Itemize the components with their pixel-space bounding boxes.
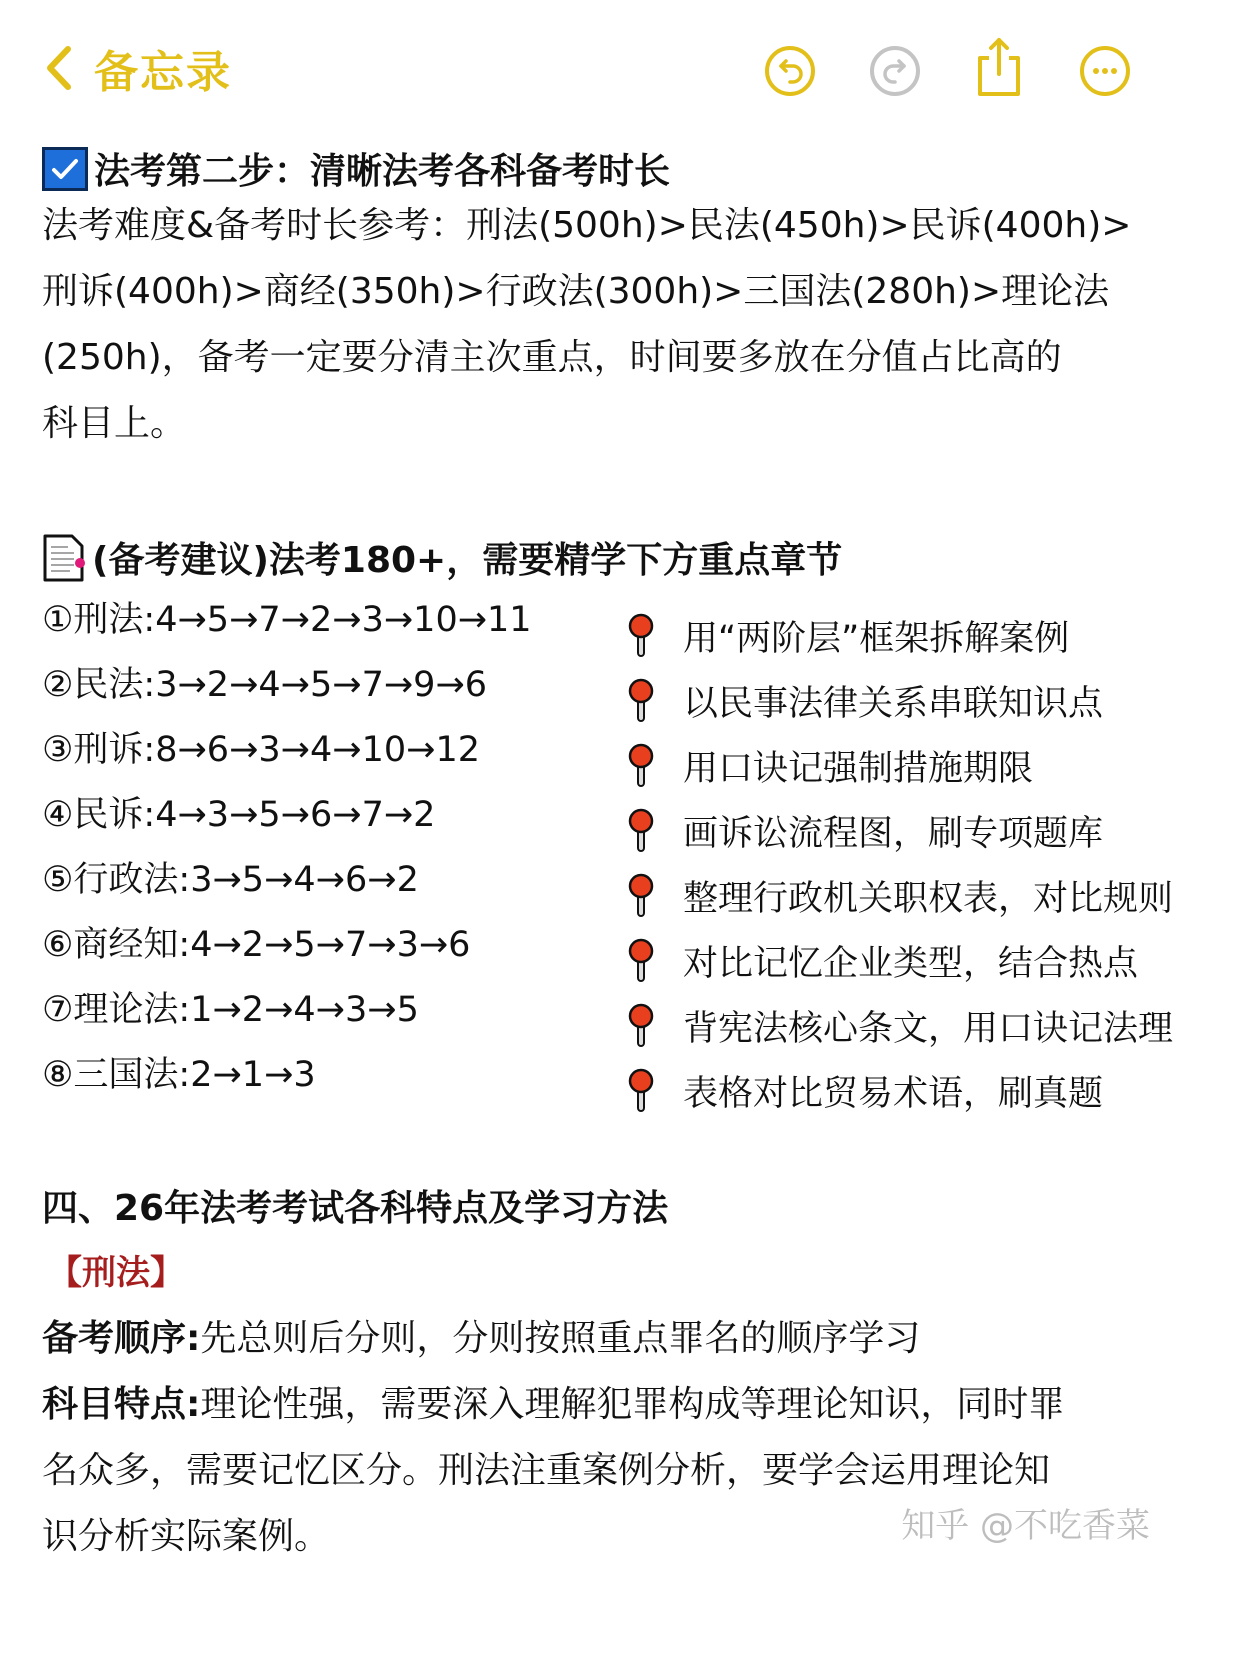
section-heading-subject-features: 四、26年法考考试各科特点及学习方法 xyxy=(42,1188,669,1229)
pushpin-icon xyxy=(627,678,655,724)
chapter-sequence-list xyxy=(42,595,532,1115)
pushpin-icon xyxy=(627,873,655,919)
sequence-item: ①刑法:4→5→7→2→3→10→11 xyxy=(42,600,532,640)
pushpin-icon xyxy=(627,938,655,984)
tip-item: 以民事法律关系串联知识点 xyxy=(627,668,1173,733)
sequence-item: ⑥商经知:4→2→5→7→3→6 xyxy=(42,925,471,965)
paragraph-line: 识分析实际案例。 xyxy=(42,1516,331,1557)
section-heading-study-time xyxy=(42,143,670,194)
tip-item: 表格对比贸易术语，刷真题 xyxy=(627,1058,1173,1123)
pushpin-icon xyxy=(627,613,655,659)
pushpin-icon xyxy=(627,808,655,854)
tip-item: 整理行政机关职权表，对比规则 xyxy=(627,863,1173,928)
chevron-left-icon xyxy=(42,43,76,93)
undo-button[interactable] xyxy=(763,44,817,98)
document-icon xyxy=(42,533,88,583)
paragraph-line: (250h)，备考一定要分清主次重点，时间要多放在分值占比高的 xyxy=(42,337,1062,378)
navigation-bar xyxy=(0,0,1242,140)
paragraph-line: 刑诉(400h)>商经(350h)>行政法(300h)>三国法(280h)>理论法 xyxy=(42,271,1110,312)
pushpin-icon xyxy=(627,743,655,789)
tip-item: 对比记忆企业类型，结合热点 xyxy=(627,928,1173,993)
more-icon xyxy=(1078,44,1132,98)
tip-item: 画诉讼流程图，刷专项题库 xyxy=(627,798,1173,863)
paragraph-line: 名众多，需要记忆区分。刑法注重案例分析，要学会运用理论知 xyxy=(42,1450,1051,1491)
sequence-item: ②民法:3→2→4→5→7→9→6 xyxy=(42,665,488,705)
field-label: 科目特点: xyxy=(42,1384,201,1425)
subject-features-line: 科目特点:理论性强，需要深入理解犯罪构成等理论知识，同时罪 xyxy=(42,1384,1065,1425)
back-button[interactable] xyxy=(42,38,232,98)
sequence-item: ③刑诉:8→6→3→4→10→12 xyxy=(42,730,480,770)
tip-item: 用“两阶层”框架拆解案例 xyxy=(627,603,1173,668)
undo-icon xyxy=(763,44,817,98)
pushpin-icon xyxy=(627,1003,655,1049)
redo-icon xyxy=(868,44,922,98)
field-label: 备考顺序: xyxy=(42,1318,201,1359)
share-button[interactable] xyxy=(972,36,1026,98)
paragraph-line: 科目上。 xyxy=(42,403,187,444)
tip-item: 背宪法核心条文，用口诀记法理 xyxy=(627,993,1173,1058)
heading-text: (备考建议)法考180+，需要精学下方重点章节 xyxy=(92,540,843,581)
tip-item: 用口诀记强制措施期限 xyxy=(627,733,1173,798)
watermark: 知乎 @不吃香菜 xyxy=(901,1506,1150,1546)
sequence-item: ④民诉:4→3→5→6→7→2 xyxy=(42,795,436,835)
paragraph-line: 法考难度&备考时长参考：刑法(500h)>民法(450h)>民诉(400h)> xyxy=(42,205,1132,246)
sequence-item: ⑧三国法:2→1→3 xyxy=(42,1055,316,1095)
heading-text: 法考第二步：清晰法考各科备考时长 xyxy=(94,151,671,192)
study-order-line: 备考顺序:先总则后分则，分则按照重点罪名的顺序学习 xyxy=(42,1318,921,1359)
study-tips-list xyxy=(627,603,1173,1123)
pushpin-icon xyxy=(627,1068,655,1114)
redo-button[interactable] xyxy=(868,44,922,98)
sequence-item: ⑦理论法:1→2→4→3→5 xyxy=(42,990,419,1030)
sequence-item: ⑤行政法:3→5→4→6→2 xyxy=(42,860,419,900)
checkbox-icon xyxy=(42,147,88,191)
section-heading-key-chapters xyxy=(42,532,842,583)
more-button[interactable] xyxy=(1078,44,1132,98)
back-label: 备忘录 xyxy=(94,47,232,98)
subject-tag: 【刑法】 xyxy=(48,1253,184,1293)
share-icon xyxy=(972,36,1026,98)
